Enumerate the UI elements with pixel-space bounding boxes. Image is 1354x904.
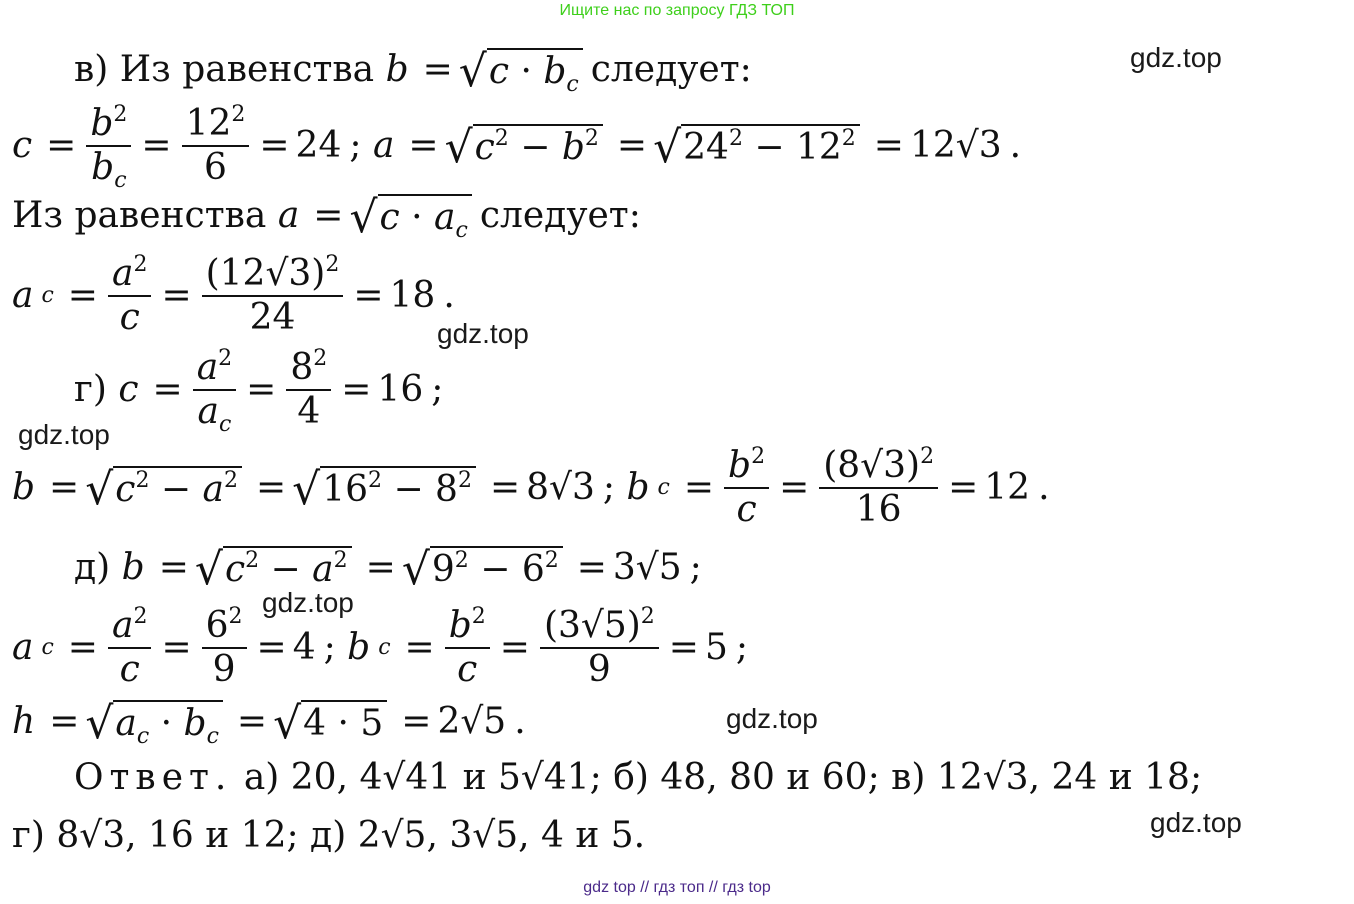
value-h: 2√5: [437, 701, 507, 742]
answer-label: Ответ.: [74, 757, 233, 798]
search-hint[interactable]: Ищите нас по запросу ГДЗ ТОП: [559, 2, 795, 19]
line-d-b: [74, 532, 702, 604]
value-c: 24: [295, 125, 342, 166]
answer-text: а) 20, 4√41 и 5√41; б) 48, 80 и 60; в) 12√3, 24 и 18;: [243, 757, 1203, 798]
formula: b = √ $c^2 - a^2$ = √ $9^2 - 6^2$ = 3√5 ;: [121, 544, 702, 595]
formula: c = $\frac{b^2}{b_c}$ = $\frac{12^2}{6}$ = 24 ; a = √ $c^2 - b^2$ = √ $24^2 - 12^2$ = 12√3 .: [12, 102, 1022, 193]
value-a: 12√3: [909, 125, 1002, 166]
watermark: gdz.top: [726, 703, 818, 734]
line-v-intro: [74, 34, 752, 106]
value-ac: 18: [389, 275, 436, 316]
watermark: gdz.top: [1150, 807, 1242, 838]
line-g-b-bc: [12, 444, 1050, 530]
watermark: gdz.top: [18, 419, 110, 450]
formula: a c = $\frac{a^2}{c}$ = $\frac{(12√3)^2}{24}$ = 18 .: [12, 252, 455, 338]
part-label-d: д): [74, 547, 111, 588]
value-b: 3√5: [612, 547, 682, 588]
watermark: gdz.top: [437, 318, 529, 349]
formula: a = √ $c \cdot a_c$: [278, 194, 480, 238]
value-bc: 5: [704, 627, 728, 668]
watermark: gdz.top: [262, 587, 354, 618]
formula: b = √ $c^2 - a^2$ = √ $16^2 - 8^2$ = 8√3 ; b c = $\frac{b^2}{c}$ = $\frac{(8√3)^2}{16}$ = 12 .: [12, 444, 1050, 530]
formula: h = √ $a_c \cdot b_c$ = √ 4 · 5 = 2√5 .: [12, 698, 526, 749]
formula: c = $\frac{a^2}{a_c}$ = $\frac{8^2}{4}$ = 16 ;: [118, 346, 444, 437]
part-label-v: в): [74, 49, 109, 90]
value-c: 16: [377, 369, 424, 410]
line-v-c-a: [12, 102, 1022, 193]
line-g-c: [74, 346, 444, 437]
text-follows: следует:: [479, 195, 641, 236]
text-follows: следует:: [590, 49, 752, 90]
value-ac: 4: [292, 627, 316, 668]
value-bc: 12: [984, 467, 1031, 508]
text-from-equality: Из равенства: [119, 49, 375, 90]
formula: b = √ $c \cdot b_c$: [386, 48, 591, 92]
line-answer-cont: [12, 800, 645, 872]
watermark: gdz.top: [1130, 42, 1222, 73]
line-v-second: [12, 180, 641, 252]
part-label-g: г): [74, 369, 107, 410]
text-from-equality: Из равенства: [12, 195, 267, 236]
footer-links[interactable]: gdz top // гдз топ // гдз top: [583, 879, 771, 896]
formula: a c = $\frac{a^2}{c}$ = $\frac{6^2}{9}$ = 4 ; b c = $\frac{b^2}{c}$ = $\frac{(3√5)^2}{9}$ = 5 ;: [12, 604, 748, 690]
line-d-ac-bc: [12, 604, 748, 690]
line-v-ac: [12, 252, 455, 338]
value-b: 8√3: [526, 467, 595, 508]
answer-text: г) 8√3, 16 и 12; д) 2√5, 3√5, 4 и 5.: [12, 815, 646, 856]
